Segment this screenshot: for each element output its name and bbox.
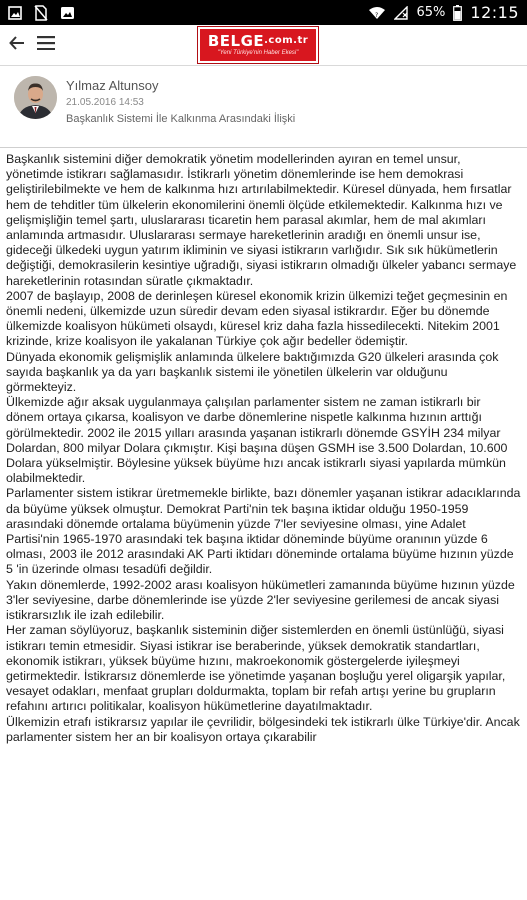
article-paragraph: Parlamenter sistem istikrar üretmemekle birlikte, bazı dönemler yaşanan istikrar adacıklarında da büyüme yüksek olmuştur. Demokrat Parti'nin tek başına iktidar olduğu 1950-1959 arasındaki dönemde ortalama büyümenin yüzde 7'ler seviyesine olması, yine Adalet Partisi'nin 1965-1970 arasındaki tek başına iktidar döneminde büyüme oranının yüzde 6 olması, 2003 ile 2012 arasındaki AK Parti iktidarı döneminde ortalama büyüme hızının yüzde 5 'in üzerinde olması tesadüfi değildir. xyxy=(6,486,521,577)
image-icon xyxy=(8,6,22,20)
avatar[interactable] xyxy=(14,76,57,119)
article-paragraph: Ülkemizin etrafı istikrarsız yapılar ile çevrilidir, bölgesindeki tek istikrarlı ülke Türkiye'dir. Ancak parlamenter sistem her an bir koalisyon ortaya çıkarabilir xyxy=(6,714,520,744)
article-paragraph: Yakın dönemlerde, 1992-2002 arası koalisyon hükümetleri zamanında büyüme hızının yüzde 3'ler seviyesine, darbe dönemlerinde ise yüzde 2'ler seviyesine gerilemesi de ancak siyasi istikrarsızlık ile izah edilebilir. xyxy=(6,577,515,623)
article-body xyxy=(6,152,521,745)
logo-domain: .com.tr xyxy=(264,35,309,46)
author-header xyxy=(0,66,527,148)
logo-text: BELGE xyxy=(207,32,265,50)
no-sim-icon xyxy=(34,5,48,21)
status-bar-notifications xyxy=(8,5,75,21)
post-date: 21.05.2016 14:53 xyxy=(66,97,144,108)
article-paragraph: Dünyada ekonomik gelişmişlik anlamında ülkelere baktığımızda G20 ülkeleri arasında çok sayıda başkanlık ya da yarı başkanlık sistemi ile yönetilen ülkelerin var olduğunu görmekteyiz. xyxy=(6,349,499,395)
article-title: Başkanlık Sistemi İle Kalkınma Arasındaki İlişki xyxy=(66,113,296,125)
article-paragraph: Ülkemizde ağır aksak uygulanmaya çalışılan parlamenter sistem ne zaman istikrarlı bir dönem ortaya çıkarsa, koalisyon ve darbe dönemlerine nispetle kalkınma hızının arttığı görülmektedir. 2002 ile 2015 yılları arasında yaşanan istikrarlı dönemde GSYİH 234 milyar Dolardan, 800 milyar Dolara çıkmıştır. Kişi başına düşen GSMH ise 3.500 Dolardan, 10.600 Dolara yükselmiştir. Böylesine yüksek büyüme hızı ancak istikrarlı siyasi yapılarda mümkün olabilmektedir. xyxy=(6,395,508,486)
svg-text:?: ? xyxy=(375,11,379,19)
back-button[interactable] xyxy=(5,33,29,57)
hamburger-menu-icon xyxy=(37,36,55,55)
menu-button[interactable] xyxy=(34,33,58,57)
battery-icon xyxy=(453,5,462,21)
status-bar xyxy=(0,0,527,25)
status-bar-system xyxy=(368,3,519,22)
battery-percent: 65% xyxy=(416,5,446,20)
site-logo[interactable] xyxy=(198,27,318,63)
clock: 12:15 xyxy=(470,3,519,22)
app-bar xyxy=(0,25,527,66)
author-name: Yılmaz Altunsoy xyxy=(66,78,159,93)
logo-tagline: "Yeni Türkiye'nin Haber Ekesi" xyxy=(217,50,299,56)
gallery-icon xyxy=(60,6,75,20)
article-paragraph: 2007 de başlayıp, 2008 de derinleşen küresel ekonomik krizin ülkemizi teğet geçmesinin en önemli nedeni, ülkemizde uzun süredir devam eden siyasal istikrardır. Eğer bu dönemde ülkemizde koalisyon hükümeti olsaydı, küresel kriz daha fazla hissedilecekti. Nitekim 2001 krizinde, krize koalisyon ile yakalanan Türkiye çok ağır bedeller ödemiştir. xyxy=(6,288,508,349)
article-paragraph: Her zaman söylüyoruz, başkanlık sisteminin diğer sistemlerden en önemli üstünlüğü, siyasi istikrarı temin etmesidir. Siyasi istikrar ise beraberinde, yüksek demokratik standartları, ekonomik istikrarı, yüksek büyüme hızını, makroekonomik göstergelerde iyileşmeyi getirmektedir. İstikrarsız dönemlerde ise yönetimde yaşanan boşluğu yerel oligarşik yapılar, vesayet odakları, menfaat grupları doldurmakta, toplam bir refah artışı yerine bu grupların refahını artırıcı politikalar, koalisyon hükümetlerine dayatılmaktadır. xyxy=(6,623,506,714)
wifi-icon xyxy=(368,6,386,20)
article-paragraph: Başkanlık sistemini diğer demokratik yönetim modellerinden ayıran en temel unsur, yönetimde istikrarı sağlamasıdır. İstikrarlı yönetim dönemlerinde ise hem demokrasi geliştirilebilmekte ve hem de kalkınma hızı artırılabilmektedir. Küresel dünyada, hem fırsatlar hem de tehditler tüm ülkelerin ekonomilerini önemli ölçüde etkilemektedir. Kalkınma hızı ve gelişmişliğin temel şartı, uluslararası ticaretin hem parasal akımlar, hem de mal akımları anlamında artmasıdır. Uluslararası sermaye hareketlerinin aradığı en önemli unsur ise, gideceği ülkedeki uygun yatırım ikliminin ve siyasi istikrarın varlığıdır. Sık sık hükümetlerin değiştiği, demokrasilerin kesintiye uğradığı, siyasi istikrarın olmadığı ülkeler yabancı sermaye hareketlerinin rotasından süratle çıkmaktadır. xyxy=(6,152,517,288)
no-signal-icon xyxy=(394,6,408,20)
back-arrow-icon xyxy=(9,35,25,56)
